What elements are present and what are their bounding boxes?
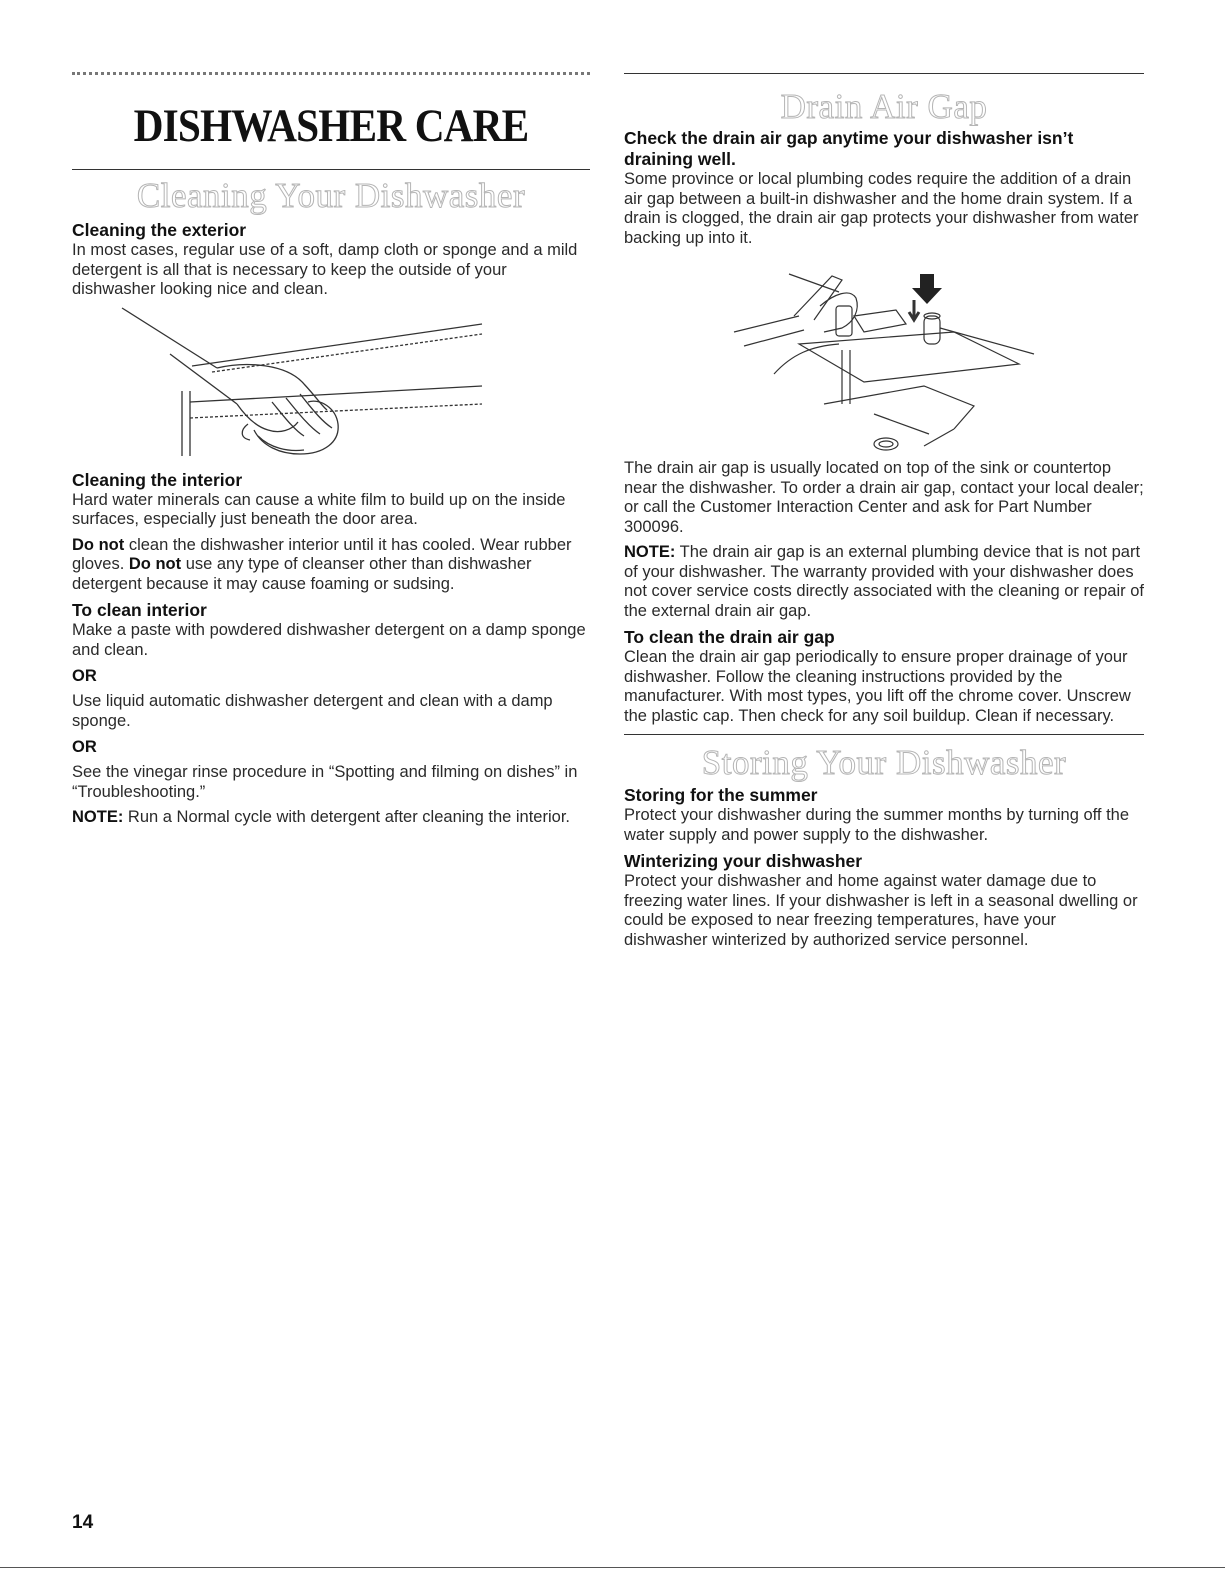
step-vinegar: See the vinegar rinse procedure in “Spotting and filming on dishes” in “Troubleshooting.” xyxy=(72,763,578,801)
heading-winterizing: Winterizing your dishwasher xyxy=(624,851,863,871)
right-column xyxy=(624,66,1144,956)
top-rule-right xyxy=(624,73,1144,74)
heading-to-clean-drain: To clean the drain air gap xyxy=(624,627,835,647)
top-dotted-rule xyxy=(72,72,590,81)
step-paste: Make a paste with powdered dishwasher detergent on a damp sponge and clean. xyxy=(72,621,586,659)
section-divider-storing xyxy=(624,734,1144,735)
paragraph-interior: Hard water minerals can cause a white film to build up on the inside surfaces, especially just beneath the door area. xyxy=(72,490,566,528)
paragraph-exterior: In most cases, regular use of a soft, damp cloth or sponge and a mild detergent is all that is necessary to keep the outside of your dishwasher looking nice and clean. xyxy=(72,241,578,298)
note-label: NOTE: xyxy=(72,808,124,826)
page-number: 14 xyxy=(72,1512,94,1533)
note-drain xyxy=(624,543,1144,621)
heading-to-clean-interior: To clean interior xyxy=(72,600,207,620)
note-text: Run a Normal cycle with detergent after cleaning the interior. xyxy=(123,808,570,826)
paragraph-warning xyxy=(72,536,590,595)
or-label-1: OR xyxy=(72,667,97,685)
bottom-rule xyxy=(0,1567,1225,1568)
illustration-wiping-exterior xyxy=(72,306,590,466)
warning-text-1: clean the dishwasher interior until it has cooled. Wear rubber gloves. xyxy=(72,535,572,573)
warning-text-2: use any type of cleanser other than dishwasher detergent because it may cause foaming or sudsing. xyxy=(72,555,532,593)
section-title-storing: Storing Your Dishwasher xyxy=(701,743,1067,782)
do-not-1: Do not xyxy=(72,535,125,554)
page-title: DISHWASHER CARE xyxy=(133,100,529,152)
note-text-drain: The drain air gap is an external plumbing device that is not part of your dishwasher. The warranty provided with your dishwasher does not cover service costs directly associated with the cleaning or repair of the external drain air gap. xyxy=(624,543,1144,620)
paragraph-drain-intro: Some province or local plumbing codes require the addition of a drain air gap between a built-in dishwasher and the home drain system. If a drain is clogged, the drain air gap protects your dishwasher from water backing up into it. xyxy=(624,170,1139,247)
heading-cleaning-exterior: Cleaning the exterior xyxy=(72,220,247,240)
note-interior xyxy=(72,808,590,828)
or-label-2: OR xyxy=(72,738,97,756)
section-divider xyxy=(72,169,590,170)
paragraph-clean-drain: Clean the drain air gap periodically to ensure proper drainage of your dishwasher. Follow the cleaning instructions provided by the manufacturer. With most types, you lift off the chrome cover. Unscrew the plastic cap. Then check for any soil buildup. Clean if necessary. xyxy=(624,648,1131,725)
heading-storing-summer: Storing for the summer xyxy=(624,785,818,805)
heading-cleaning-interior: Cleaning the interior xyxy=(72,469,243,490)
paragraph-storing-summer: Protect your dishwasher during the summer months by turning off the water supply and power supply to the dishwasher. xyxy=(624,806,1130,844)
paragraph-drain-location: The drain air gap is usually located on top of the sink or countertop near the dishwasher. To order a drain air gap, contact your local dealer; or call the Customer Interaction Center and ask for Part Number 300096. xyxy=(624,459,1144,536)
heading-check-drain: Check the drain air gap anytime your dishwasher isn’t draining well. xyxy=(624,128,1074,169)
step-liquid: Use liquid automatic dishwasher detergent and clean with a damp sponge. xyxy=(72,692,553,730)
section-title-drain-air-gap: Drain Air Gap xyxy=(780,87,988,126)
left-column xyxy=(72,66,590,834)
do-not-2: Do not xyxy=(128,555,182,573)
note-label-drain: NOTE: xyxy=(624,543,676,561)
paragraph-winterizing: Protect your dishwasher and home against water damage due to freezing water lines. If your dishwasher is left in a seasonal dwelling or could be exposed to near freezing temperatures, have your dishwasher winterized by authorized service personnel. xyxy=(624,872,1138,949)
section-title-cleaning: Cleaning Your Dishwasher xyxy=(136,176,526,215)
illustration-drain-air-gap xyxy=(624,254,1144,459)
